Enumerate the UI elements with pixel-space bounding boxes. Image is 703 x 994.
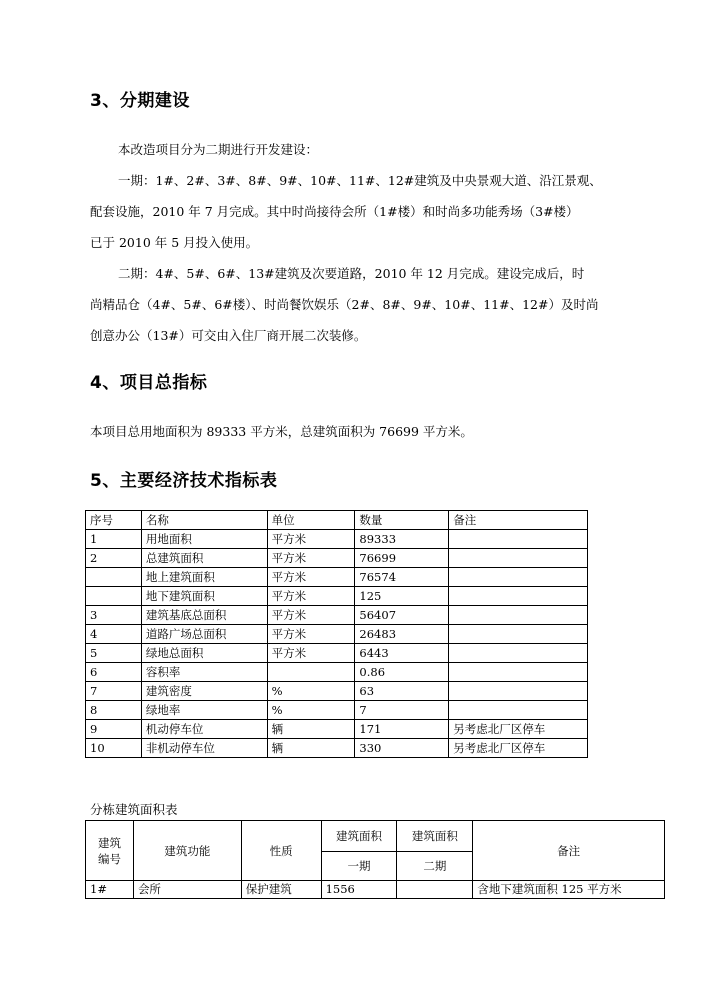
cell-name: 建筑基底总面积 [141, 606, 267, 625]
cell-index [86, 568, 142, 587]
cell-index: 8 [86, 701, 142, 720]
table-row [86, 720, 588, 739]
phase1-line-2: 配套设施，2010 年 7 月完成。其中时尚接待会所（1#楼）和时尚多功能秀场（3#楼） [90, 204, 579, 219]
phase2-line-1: 二期：4#、5#、6#、13#建筑及次要道路，2010 年 12 月完成。建设完成后，时 [118, 266, 585, 281]
cell-index: 9 [86, 720, 142, 739]
cell-value: 6443 [355, 644, 449, 663]
cell-remark [449, 568, 588, 587]
economic-indicators-table [85, 510, 588, 758]
cell-name: 建筑密度 [141, 682, 267, 701]
phase2-line-3: 创意办公（13#）可交由入住厂商开展二次装修。 [90, 328, 367, 343]
cell-name: 用地面积 [141, 530, 267, 549]
cell-unit: % [267, 701, 355, 720]
table-row [86, 739, 588, 758]
cell-unit: 平方米 [267, 568, 355, 587]
table-header-row [86, 511, 588, 530]
cell-value: 89333 [355, 530, 449, 549]
header-index: 序号 [86, 511, 142, 530]
cell-function: 会所 [133, 881, 241, 899]
section-4-text: 本项目总用地面积为 89333 平方米，总建筑面积为 76699 平方米。 [90, 424, 473, 439]
table-row [86, 568, 588, 587]
phase2-line-2: 尚精品仓（4#、5#、6#楼）、时尚餐饮娱乐（2#、8#、9#、10#、11#、12#）及时尚 [90, 297, 599, 312]
cell-remark: 另考虑北厂区停车 [449, 720, 588, 739]
table-row [86, 549, 588, 568]
phase1-line-3: 已于 2010 年 5 月投入使用。 [90, 235, 259, 250]
cell-index: 1 [86, 530, 142, 549]
table-row [86, 587, 588, 606]
cell-phase1: 1556 [321, 881, 397, 899]
cell-value: 330 [355, 739, 449, 758]
cell-no: 1# [86, 881, 134, 899]
header-name: 名称 [141, 511, 267, 530]
cell-value: 76699 [355, 549, 449, 568]
header-remark: 备注 [473, 821, 665, 881]
table-row [86, 881, 665, 899]
cell-index: 2 [86, 549, 142, 568]
section-5-heading: 5、主要经济技术指标表 [90, 471, 278, 491]
cell-value: 125 [355, 587, 449, 606]
cell-remark [449, 663, 588, 682]
header-area-phase1: 建筑面积 [321, 821, 397, 852]
header-area-phase2: 建筑面积 [397, 821, 473, 852]
cell-value: 56407 [355, 606, 449, 625]
section-4-heading: 4、项目总指标 [90, 373, 208, 393]
table-row [86, 530, 588, 549]
cell-unit: 平方米 [267, 625, 355, 644]
cell-remark [449, 606, 588, 625]
header-function: 建筑功能 [133, 821, 241, 881]
cell-index: 5 [86, 644, 142, 663]
header-nature: 性质 [241, 821, 321, 881]
section-3-heading: 3、分期建设 [90, 91, 190, 111]
cell-value: 76574 [355, 568, 449, 587]
cell-value: 171 [355, 720, 449, 739]
cell-remark [449, 587, 588, 606]
cell-unit: % [267, 682, 355, 701]
cell-unit: 辆 [267, 739, 355, 758]
cell-unit [267, 663, 355, 682]
cell-remark [449, 701, 588, 720]
cell-name: 机动停车位 [141, 720, 267, 739]
table-row [86, 682, 588, 701]
cell-unit: 平方米 [267, 587, 355, 606]
cell-value: 7 [355, 701, 449, 720]
cell-name: 道路广场总面积 [141, 625, 267, 644]
cell-name: 地上建筑面积 [141, 568, 267, 587]
header-unit: 单位 [267, 511, 355, 530]
cell-value: 63 [355, 682, 449, 701]
cell-phase2 [397, 881, 473, 899]
cell-remark [449, 682, 588, 701]
table-row [86, 644, 588, 663]
header-value: 数量 [355, 511, 449, 530]
cell-unit: 辆 [267, 720, 355, 739]
cell-remark [449, 625, 588, 644]
phase1-line-1: 一期：1#、2#、3#、8#、9#、10#、11#、12#建筑及中央景观大道、沿江景观、 [118, 173, 602, 188]
cell-unit: 平方米 [267, 530, 355, 549]
table-row [86, 701, 588, 720]
header-remark: 备注 [449, 511, 588, 530]
cell-remark [449, 530, 588, 549]
building-table-caption: 分栋建筑面积表 [90, 802, 178, 817]
cell-index: 4 [86, 625, 142, 644]
cell-index: 6 [86, 663, 142, 682]
section-3-body [90, 134, 630, 351]
cell-index [86, 587, 142, 606]
cell-nature: 保护建筑 [241, 881, 321, 899]
cell-name: 容积率 [141, 663, 267, 682]
cell-unit: 平方米 [267, 606, 355, 625]
cell-index: 3 [86, 606, 142, 625]
header-phase1: 一期 [321, 852, 397, 881]
header-phase2: 二期 [397, 852, 473, 881]
cell-value: 26483 [355, 625, 449, 644]
cell-name: 地下建筑面积 [141, 587, 267, 606]
table-row [86, 663, 588, 682]
cell-remark: 另考虑北厂区停车 [449, 739, 588, 758]
cell-name: 总建筑面积 [141, 549, 267, 568]
cell-unit: 平方米 [267, 644, 355, 663]
table-row [86, 625, 588, 644]
cell-unit: 平方米 [267, 549, 355, 568]
header-building-no: 建筑 编号 [86, 821, 134, 881]
cell-remark [449, 549, 588, 568]
cell-remark: 含地下建筑面积 125 平方米 [473, 881, 665, 899]
cell-name: 非机动停车位 [141, 739, 267, 758]
cell-index: 7 [86, 682, 142, 701]
intro-text: 本改造项目分为二期进行开发建设： [118, 142, 319, 157]
cell-name: 绿地总面积 [141, 644, 267, 663]
building-area-table [85, 820, 665, 899]
cell-value: 0.86 [355, 663, 449, 682]
cell-name: 绿地率 [141, 701, 267, 720]
cell-remark [449, 644, 588, 663]
cell-index: 10 [86, 739, 142, 758]
table-row [86, 606, 588, 625]
